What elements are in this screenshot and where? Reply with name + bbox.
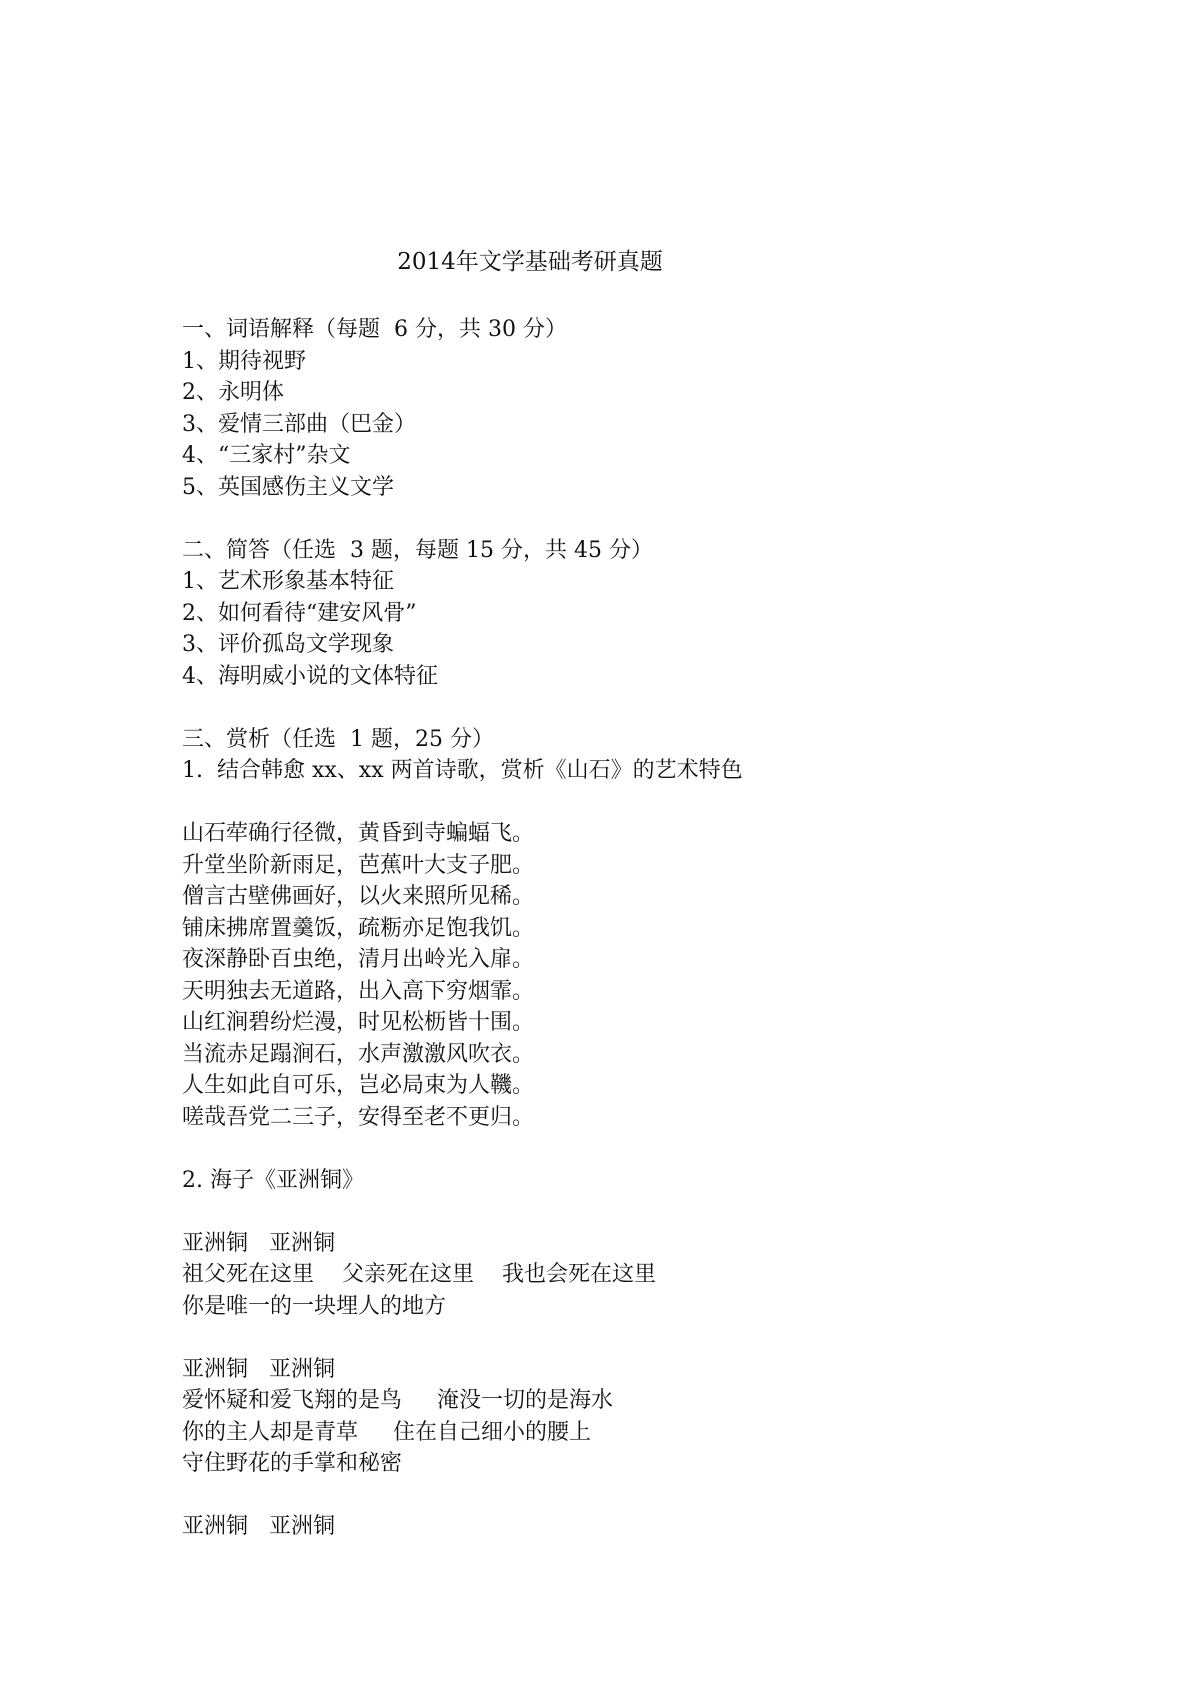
poem-line: 僧言古壁佛画好，以火来照所见稀。 xyxy=(182,884,535,909)
section-heading-2: 二、简答（任选 3 题，每题 15 分，共 45 分） xyxy=(182,537,653,563)
poem-line: 山红涧碧纷烂漫，时见松枥皆十围。 xyxy=(182,1010,535,1035)
poem-line: 夜深静卧百虫绝，清月出岭光入扉。 xyxy=(182,947,535,972)
poem-line: 天明独去无道路，出入高下穷烟霏。 xyxy=(182,978,535,1004)
spacer xyxy=(182,503,1062,535)
poem-line: 亚洲铜 亚洲铜 xyxy=(182,1356,335,1382)
spacer xyxy=(182,787,1062,819)
list-item: 5、英国感伤主义文学 xyxy=(182,474,394,500)
poem-line: 铺床拂席置羹饭，疏粝亦足饱我饥。 xyxy=(182,915,535,941)
poem-line: 人生如此自可乐，岂必局束为人鞿。 xyxy=(182,1073,535,1098)
list-item: 3、评价孤岛文学现象 xyxy=(182,632,394,657)
poem-line: 你是唯一的一块埋人的地方 xyxy=(182,1293,447,1319)
page-title: 2014年文学基础考研真题 xyxy=(397,249,663,275)
question-2-heading: 2. 海子《亚洲铜》 xyxy=(182,1167,364,1193)
poem-line: 爱怀疑和爱飞翔的是鸟 淹没一切的是海水 xyxy=(182,1388,613,1413)
poem-line: 你的主人却是青草 住在自己细小的腰上 xyxy=(182,1419,591,1445)
poem-line: 祖父死在这里 父亲死在这里 我也会死在这里 xyxy=(182,1262,656,1287)
poem-line: 亚洲铜 亚洲铜 xyxy=(182,1230,335,1256)
spacer xyxy=(182,1196,1062,1228)
list-item: 2、永明体 xyxy=(182,380,284,405)
spacer xyxy=(182,692,1062,724)
poem-line: 嗟哉吾党二三子，安得至老不更归。 xyxy=(182,1104,535,1130)
poem-line: 山石荦确行径微，黄昏到寺蝙蝠飞。 xyxy=(182,821,535,846)
list-item: 1. 结合韩愈 xx、xx 两首诗歌，赏析《山石》的艺术特色 xyxy=(182,758,743,783)
list-item: 1、期待视野 xyxy=(182,348,306,374)
poem-line: 守住野花的手掌和秘密 xyxy=(182,1451,403,1476)
spacer xyxy=(182,1133,1062,1165)
section-heading-3: 三、赏析（任选 1 题，25 分） xyxy=(182,726,494,752)
list-item: 1、艺术形象基本特征 xyxy=(182,569,394,594)
poem-line: 当流赤足蹋涧石，水声激激风吹衣。 xyxy=(182,1041,535,1067)
list-item: 4、“三家村”杂文 xyxy=(182,443,351,468)
list-item: 3、爱情三部曲（巴金） xyxy=(182,411,416,437)
list-item: 4、海明威小说的文体特征 xyxy=(182,663,438,689)
section-heading-1: 一、词语解释（每题 6 分，共 30 分） xyxy=(182,317,567,342)
poem-line: 升堂坐阶新雨足，芭蕉叶大支子肥。 xyxy=(182,852,535,878)
poem-line: 亚洲铜 亚洲铜 xyxy=(182,1514,335,1539)
document-body xyxy=(182,314,1062,1543)
spacer xyxy=(182,1322,1062,1354)
list-item: 2、如何看待“建安风骨” xyxy=(182,600,417,626)
spacer xyxy=(182,1480,1062,1512)
